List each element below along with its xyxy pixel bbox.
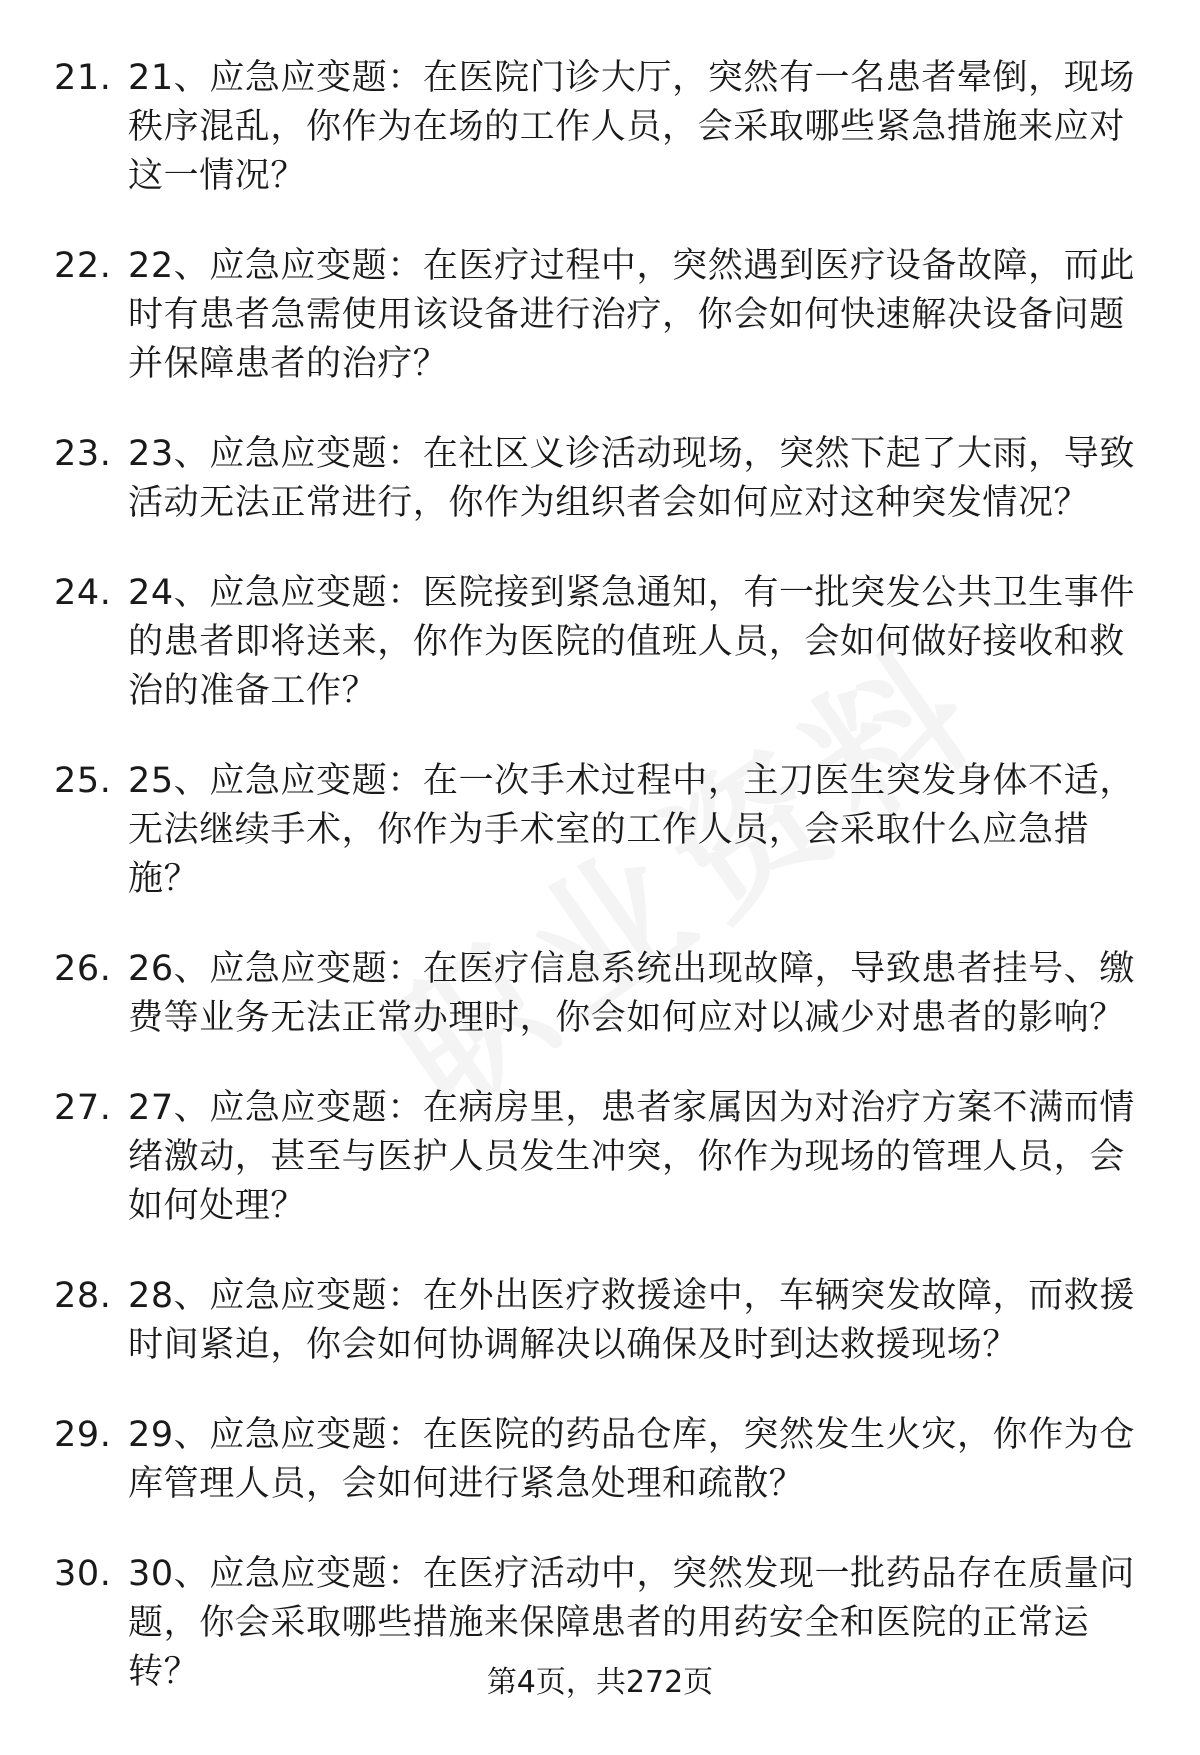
question-number: 22. bbox=[54, 246, 112, 286]
question-number: 26. bbox=[54, 949, 112, 989]
question-text: 28、应急应变题：在外出医疗救援途中，车辆突发故障，而救援时间紧迫，你会如何协调解决以确保及时到达救援现场？ bbox=[128, 1276, 1135, 1365]
question-item-26 bbox=[0, 945, 1200, 1043]
question-item-21 bbox=[0, 54, 1200, 201]
question-number: 28. bbox=[54, 1276, 112, 1316]
question-item-22 bbox=[0, 242, 1200, 389]
question-number: 24. bbox=[54, 573, 112, 613]
question-number: 29. bbox=[54, 1415, 112, 1455]
question-text: 21、应急应变题：在医院门诊大厅，突然有一名患者晕倒，现场秩序混乱，你作为在场的工作人员，会采取哪些紧急措施来应对这一情况？ bbox=[128, 58, 1135, 196]
question-item-24 bbox=[0, 569, 1200, 716]
question-text: 23、应急应变题：在社区义诊活动现场，突然下起了大雨，导致活动无法正常进行，你作为组织者会如何应对这种突发情况？ bbox=[128, 434, 1135, 523]
question-item-25 bbox=[0, 757, 1200, 904]
question-text: 26、应急应变题：在医疗信息系统出现故障，导致患者挂号、缴费等业务无法正常办理时，你会如何应对以减少对患者的影响？ bbox=[128, 949, 1135, 1038]
question-text: 24、应急应变题：医院接到紧急通知，有一批突发公共卫生事件的患者即将送来，你作为医院的值班人员，会如何做好接收和救治的准备工作？ bbox=[128, 573, 1135, 711]
question-number: 25. bbox=[54, 761, 112, 801]
question-text: 27、应急应变题：在病房里，患者家属因为对治疗方案不满而情绪激动，甚至与医护人员发生冲突，你作为现场的管理人员，会如何处理？ bbox=[128, 1088, 1135, 1226]
question-text: 22、应急应变题：在医疗过程中，突然遇到医疗设备故障，而此时有患者急需使用该设备进行治疗，你会如何快速解决设备问题并保障患者的治疗？ bbox=[128, 246, 1135, 384]
question-text: 30、应急应变题：在医疗活动中，突然发现一批药品存在质量问题，你会采取哪些措施来保障患者的用药安全和医院的正常运转？ bbox=[128, 1554, 1135, 1692]
question-item-23 bbox=[0, 430, 1200, 528]
question-item-28 bbox=[0, 1272, 1200, 1370]
question-number: 21. bbox=[54, 58, 112, 98]
question-item-27 bbox=[0, 1084, 1200, 1231]
question-list bbox=[0, 54, 1200, 1738]
question-text: 25、应急应变题：在一次手术过程中，主刀医生突发身体不适，无法继续手术，你作为手术室的工作人员，会采取什么应急措施？ bbox=[128, 761, 1135, 899]
page-footer: 第4页，共272页 bbox=[486, 1665, 714, 1700]
question-text: 29、应急应变题：在医院的药品仓库，突然发生火灾，你作为仓库管理人员，会如何进行紧急处理和疏散？ bbox=[128, 1415, 1135, 1504]
question-number: 30. bbox=[54, 1554, 112, 1594]
question-number: 23. bbox=[54, 434, 112, 474]
question-number: 27. bbox=[54, 1088, 112, 1128]
question-item-29 bbox=[0, 1411, 1200, 1509]
